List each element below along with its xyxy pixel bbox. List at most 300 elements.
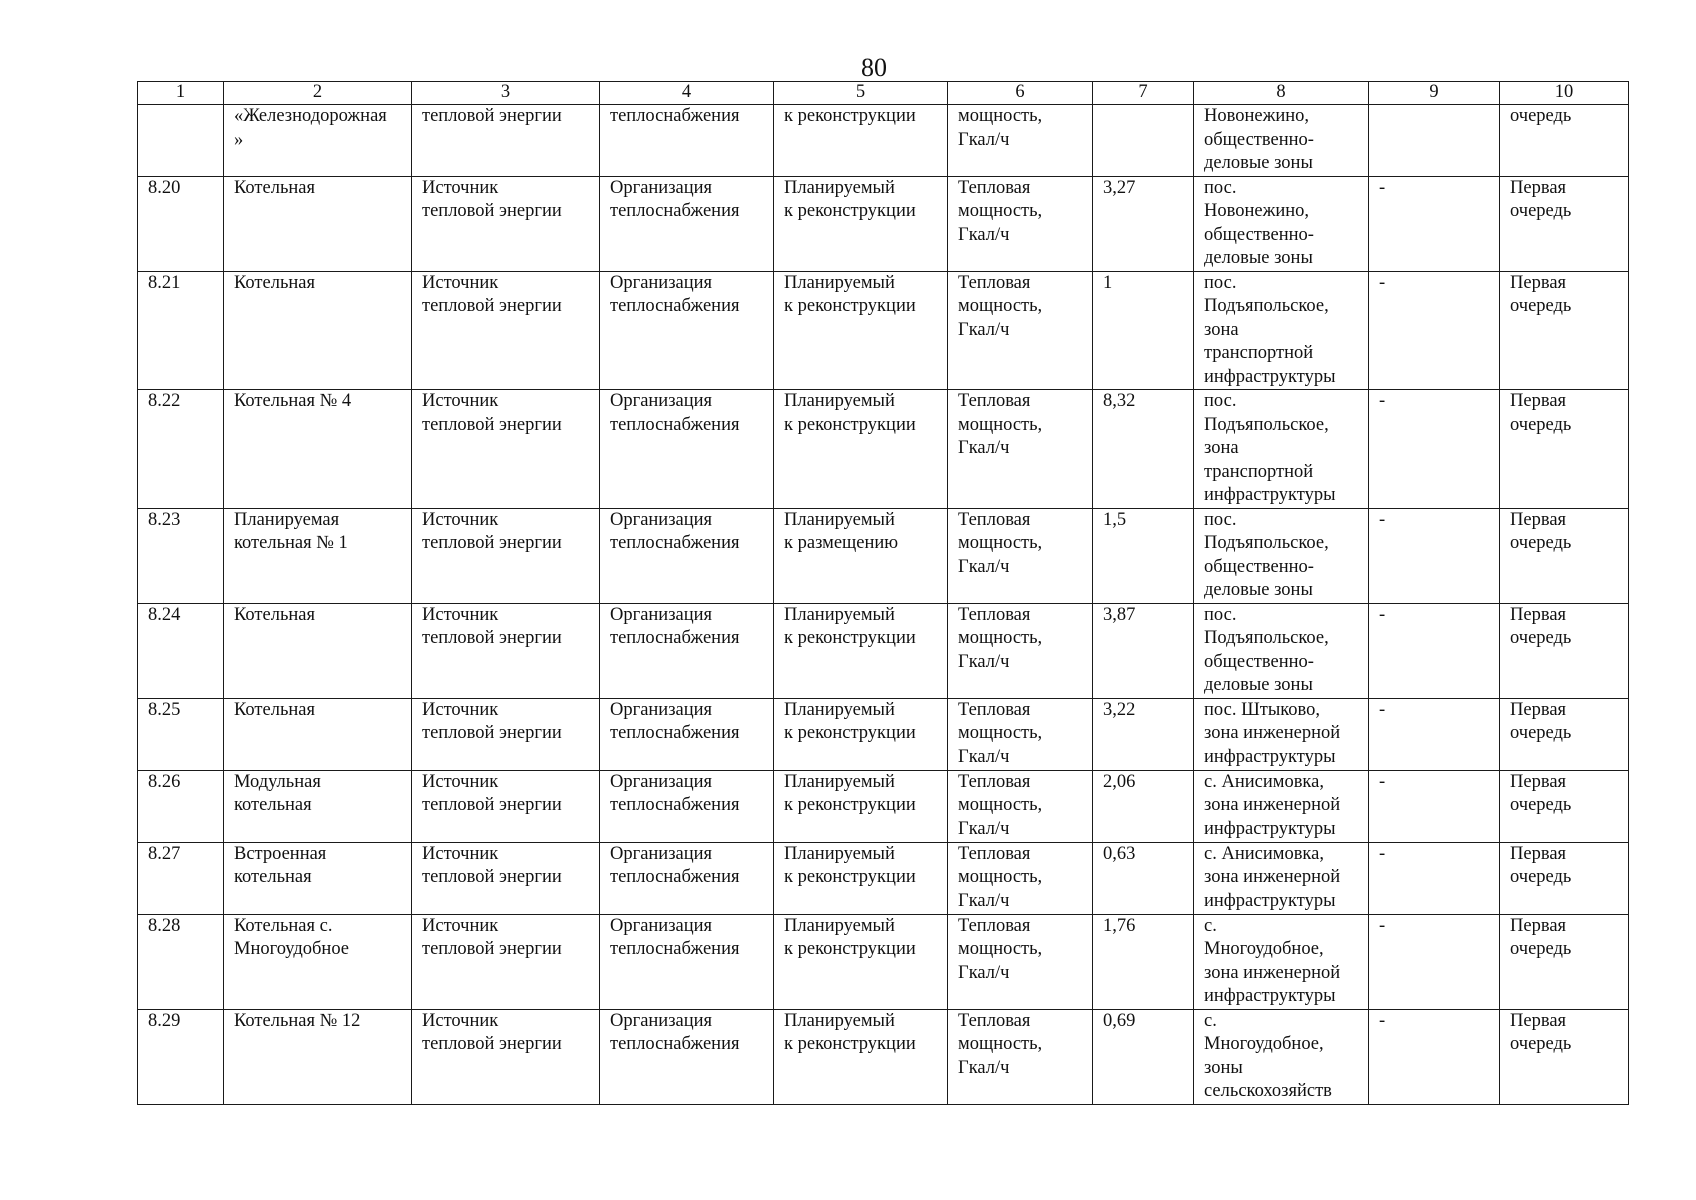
cell-characteristic — [948, 271, 1093, 390]
cell-zone: - — [1369, 698, 1500, 770]
cell-text-line: с. Анисимовка, — [1204, 843, 1324, 864]
cell-text-line: Котельная № 4 — [234, 391, 352, 411]
cell-status — [774, 508, 948, 603]
cell-text-line: Котельная с. — [234, 915, 333, 936]
cell-object-type — [412, 390, 600, 509]
cell-zone: - — [1369, 271, 1500, 390]
cell-item-number: 8.28 — [138, 914, 224, 1009]
cell-stage — [1500, 842, 1629, 914]
cell-stage — [1500, 271, 1629, 390]
column-header: 5 — [774, 82, 948, 105]
cell-text-line: Источник — [422, 604, 499, 625]
cell-text-line: деловые зоны — [1204, 153, 1313, 173]
column-header: 10 — [1500, 82, 1629, 105]
cell-text-line: тепловой энергии — [422, 867, 562, 887]
cell-text-line: пос. — [1204, 177, 1237, 198]
cell-text-line: Тепловая — [958, 771, 1031, 792]
cell-text-line: Организация — [610, 177, 713, 198]
cell-stage — [1500, 105, 1629, 177]
cell-text-line: зона — [1204, 438, 1239, 458]
cell-text-line: к реконструкции — [784, 867, 916, 887]
cell-text-line: очередь — [1510, 106, 1572, 126]
cell-object-type — [412, 770, 600, 842]
cell-text-line: «Железнодорожная — [234, 106, 387, 126]
cell-item-number: 8.26 — [138, 770, 224, 842]
cell-text-line: к реконструкции — [784, 201, 916, 221]
cell-text-line: Гкал/ч — [958, 224, 1010, 245]
table-row — [138, 390, 1629, 509]
cell-text-line: Планируемый — [784, 915, 895, 936]
cell-text-line: очередь — [1510, 296, 1572, 316]
cell-text-line: общественно- — [1204, 556, 1314, 577]
cell-status — [774, 176, 948, 271]
cell-object-name — [224, 698, 412, 770]
cell-status — [774, 842, 948, 914]
cell-text-line: пос. — [1204, 391, 1237, 411]
cell-text-line: тепловой энергии — [422, 533, 562, 553]
cell-text-line: тепловой энергии — [422, 939, 562, 959]
cell-text-line: общественно- — [1204, 129, 1314, 150]
cell-purpose — [600, 770, 774, 842]
cell-object-name — [224, 770, 412, 842]
cell-characteristic — [948, 105, 1093, 177]
cell-purpose — [600, 271, 774, 390]
cell-object-type — [412, 698, 600, 770]
cell-text-line: Источник — [422, 272, 499, 293]
cell-value: 1 — [1093, 271, 1194, 390]
cell-text-line: Планируемый — [784, 1010, 895, 1031]
cell-text-line: Первая — [1510, 177, 1567, 198]
cell-text-line: тепловой энергии — [422, 296, 562, 316]
cell-stage — [1500, 176, 1629, 271]
cell-object-name — [224, 508, 412, 603]
cell-text-line: пос. — [1204, 272, 1237, 293]
cell-object-name — [224, 105, 412, 177]
cell-text-line: общественно- — [1204, 651, 1314, 672]
cell-text-line: Многоудобное, — [1204, 1034, 1324, 1054]
cell-characteristic — [948, 770, 1093, 842]
cell-item-number: 8.20 — [138, 176, 224, 271]
cell-text-line: Планируемый — [784, 509, 895, 530]
cell-text-line: Планируемый — [784, 771, 895, 792]
cell-text-line: очередь — [1510, 201, 1572, 221]
cell-text-line: мощность, — [958, 106, 1043, 126]
page-number: 80 — [861, 53, 887, 82]
cell-text-line: Гкал/ч — [958, 651, 1010, 672]
cell-status — [774, 1009, 948, 1104]
cell-characteristic — [948, 603, 1093, 698]
cell-stage — [1500, 508, 1629, 603]
cell-text-line: деловые зоны — [1204, 675, 1313, 695]
cell-text-line: Гкал/ч — [958, 818, 1010, 839]
cell-text-line: Организация — [610, 843, 713, 864]
cell-text-line: зона инженерной — [1204, 867, 1341, 887]
cell-text-line: Организация — [610, 771, 713, 792]
cell-text-line: Планируемый — [784, 699, 895, 720]
cell-text-line: Организация — [610, 509, 713, 530]
cell-text-line: Планируемый — [784, 391, 895, 411]
cell-text-line: зона — [1204, 319, 1239, 340]
cell-text-line: к реконструкции — [784, 1034, 916, 1054]
cell-status — [774, 390, 948, 509]
table-row — [138, 914, 1629, 1009]
cell-characteristic — [948, 914, 1093, 1009]
cell-text-line: тепловой энергии — [422, 795, 562, 815]
cell-text-line: Организация — [610, 699, 713, 720]
table-row — [138, 603, 1629, 698]
table-body — [138, 105, 1629, 1105]
cell-text-line: мощность, — [958, 723, 1043, 743]
cell-status — [774, 105, 948, 177]
cell-location — [1194, 1009, 1369, 1104]
cell-object-type — [412, 914, 600, 1009]
cell-text-line: очередь — [1510, 867, 1572, 887]
cell-text-line: Гкал/ч — [958, 129, 1010, 150]
cell-text-line: Источник — [422, 391, 499, 411]
cell-object-name — [224, 271, 412, 390]
cell-text-line: Первая — [1510, 843, 1567, 864]
cell-text-line: зона инженерной — [1204, 962, 1341, 983]
cell-value: 3,27 — [1093, 176, 1194, 271]
cell-text-line: Источник — [422, 843, 499, 864]
cell-purpose — [600, 842, 774, 914]
cell-item-number: 8.23 — [138, 508, 224, 603]
cell-location — [1194, 271, 1369, 390]
cell-text-line: тепловой энергии — [422, 628, 562, 648]
cell-text-line: теплоснабжения — [610, 939, 740, 959]
column-header: 1 — [138, 82, 224, 105]
cell-text-line: к реконструкции — [784, 628, 916, 648]
cell-text-line: тепловой энергии — [422, 1034, 562, 1054]
cell-text-line: Организация — [610, 604, 713, 625]
cell-item-number: 8.27 — [138, 842, 224, 914]
cell-item-number: 8.25 — [138, 698, 224, 770]
cell-text-line: очередь — [1510, 414, 1572, 435]
cell-text-line: мощность, — [958, 414, 1043, 435]
cell-purpose — [600, 508, 774, 603]
cell-location — [1194, 770, 1369, 842]
cell-text-line: транспортной — [1204, 461, 1314, 482]
cell-text-line: теплоснабжения — [610, 414, 740, 435]
cell-purpose — [600, 603, 774, 698]
cell-characteristic — [948, 1009, 1093, 1104]
cell-text-line: теплоснабжения — [610, 795, 740, 815]
cell-zone: - — [1369, 508, 1500, 603]
column-header: 3 — [412, 82, 600, 105]
cell-text-line: Гкал/ч — [958, 962, 1010, 983]
cell-text-line: очередь — [1510, 1034, 1572, 1054]
cell-text-line: Котельная — [234, 699, 316, 720]
cell-object-name — [224, 1009, 412, 1104]
cell-characteristic — [948, 698, 1093, 770]
cell-text-line: Тепловая — [958, 272, 1031, 293]
cell-text-line: мощность, — [958, 1034, 1043, 1054]
cell-text-line: котельная — [234, 867, 312, 887]
cell-item-number: 8.22 — [138, 390, 224, 509]
cell-text-line: Тепловая — [958, 604, 1031, 625]
cell-stage — [1500, 914, 1629, 1009]
cell-text-line: Гкал/ч — [958, 1057, 1010, 1078]
cell-text-line: Котельная — [234, 604, 316, 625]
column-header: 7 — [1093, 82, 1194, 105]
table-row — [138, 770, 1629, 842]
cell-text-line: Первая — [1510, 1010, 1567, 1031]
cell-text-line: Тепловая — [958, 915, 1031, 936]
cell-item-number — [138, 105, 224, 177]
cell-text-line: инфраструктуры — [1204, 366, 1336, 387]
cell-text-line: мощность, — [958, 296, 1043, 316]
cell-object-type — [412, 1009, 600, 1104]
cell-text-line: Тепловая — [958, 699, 1031, 720]
cell-text-line: с. — [1204, 1010, 1217, 1031]
cell-text-line: мощность, — [958, 867, 1043, 887]
cell-text-line: Организация — [610, 1010, 713, 1031]
cell-text-line: к размещению — [784, 533, 899, 553]
cell-value: 3,87 — [1093, 603, 1194, 698]
cell-text-line: Тепловая — [958, 509, 1031, 530]
cell-text-line: к реконструкции — [784, 414, 916, 435]
cell-zone: - — [1369, 770, 1500, 842]
table-row — [138, 105, 1629, 177]
cell-text-line: очередь — [1510, 723, 1572, 743]
cell-text-line: Источник — [422, 771, 499, 792]
cell-value: 0,69 — [1093, 1009, 1194, 1104]
cell-status — [774, 770, 948, 842]
cell-text-line: Источник — [422, 509, 499, 530]
column-header: 9 — [1369, 82, 1500, 105]
cell-text-line: мощность, — [958, 201, 1043, 221]
cell-text-line: Гкал/ч — [958, 746, 1010, 767]
cell-text-line: к реконструкции — [784, 939, 916, 959]
cell-text-line: Гкал/ч — [958, 890, 1010, 911]
cell-text-line: теплоснабжения — [610, 201, 740, 221]
cell-stage — [1500, 390, 1629, 509]
cell-text-line: пос. Штыково, — [1204, 699, 1321, 720]
cell-text-line: Планируемая — [234, 509, 340, 530]
cell-text-line: Первая — [1510, 699, 1567, 720]
cell-object-name — [224, 914, 412, 1009]
column-header: 8 — [1194, 82, 1369, 105]
cell-text-line: теплоснабжения — [610, 628, 740, 648]
cell-text-line: Первая — [1510, 604, 1567, 625]
cell-location — [1194, 603, 1369, 698]
cell-text-line: деловые зоны — [1204, 580, 1313, 600]
cell-object-name — [224, 842, 412, 914]
cell-text-line: Многоудобное — [234, 939, 350, 959]
cell-status — [774, 698, 948, 770]
cell-text-line: с. — [1204, 915, 1217, 936]
cell-text-line: Организация — [610, 391, 713, 411]
cell-item-number: 8.21 — [138, 271, 224, 390]
cell-text-line: Подъяпольское, — [1204, 414, 1329, 435]
cell-text-line: Первая — [1510, 391, 1567, 411]
cell-text-line: очередь — [1510, 939, 1572, 959]
cell-text-line: Тепловая — [958, 391, 1031, 411]
cell-zone: - — [1369, 176, 1500, 271]
cell-text-line: тепловой энергии — [422, 106, 562, 126]
table-row — [138, 1009, 1629, 1104]
cell-location — [1194, 390, 1369, 509]
cell-object-type — [412, 271, 600, 390]
cell-text-line: мощность, — [958, 533, 1043, 553]
table-row — [138, 271, 1629, 390]
cell-text-line: Гкал/ч — [958, 438, 1010, 458]
cell-text-line: теплоснабжения — [610, 723, 740, 743]
cell-text-line: теплоснабжения — [610, 106, 740, 126]
cell-text-line: Источник — [422, 177, 499, 198]
cell-text-line: пос. — [1204, 509, 1237, 530]
cell-purpose — [600, 914, 774, 1009]
cell-text-line: котельная № 1 — [234, 533, 348, 553]
column-header: 2 — [224, 82, 412, 105]
cell-text-line: транспортной — [1204, 343, 1314, 363]
cell-text-line: Подъяпольское, — [1204, 628, 1329, 648]
cell-value: 3,22 — [1093, 698, 1194, 770]
cell-text-line: с. Анисимовка, — [1204, 771, 1324, 792]
table-row — [138, 842, 1629, 914]
cell-text-line: Подъяпольское, — [1204, 296, 1329, 316]
cell-text-line: зоны — [1204, 1057, 1243, 1078]
cell-object-type — [412, 508, 600, 603]
cell-zone: - — [1369, 603, 1500, 698]
cell-object-type — [412, 842, 600, 914]
cell-text-line: Организация — [610, 915, 713, 936]
cell-text-line: тепловой энергии — [422, 414, 562, 435]
cell-location — [1194, 105, 1369, 177]
cell-text-line: Гкал/ч — [958, 319, 1010, 340]
cell-value: 2,06 — [1093, 770, 1194, 842]
cell-location — [1194, 842, 1369, 914]
cell-text-line: очередь — [1510, 795, 1572, 815]
cell-text-line: деловые зоны — [1204, 248, 1313, 268]
cell-text-line: теплоснабжения — [610, 1034, 740, 1054]
cell-text-line: Тепловая — [958, 1010, 1031, 1031]
cell-zone: - — [1369, 1009, 1500, 1104]
cell-text-line: Источник — [422, 699, 499, 720]
cell-text-line: к реконструкции — [784, 795, 916, 815]
cell-zone — [1369, 105, 1500, 177]
cell-text-line: Тепловая — [958, 843, 1031, 864]
cell-text-line: к реконструкции — [784, 106, 916, 126]
cell-text-line: общественно- — [1204, 224, 1314, 245]
column-header: 4 — [600, 82, 774, 105]
cell-text-line: Планируемый — [784, 272, 895, 293]
cell-status — [774, 914, 948, 1009]
cell-text-line: к реконструкции — [784, 296, 916, 316]
cell-object-name — [224, 603, 412, 698]
cell-text-line: Многоудобное, — [1204, 939, 1324, 959]
cell-text-line: Тепловая — [958, 177, 1031, 198]
cell-text-line: инфраструктуры — [1204, 818, 1336, 839]
cell-location — [1194, 508, 1369, 603]
cell-value: 1,5 — [1093, 508, 1194, 603]
cell-text-line: инфраструктуры — [1204, 890, 1336, 911]
cell-text-line: Источник — [422, 915, 499, 936]
cell-object-type — [412, 105, 600, 177]
cell-characteristic — [948, 176, 1093, 271]
cell-location — [1194, 914, 1369, 1009]
cell-text-line: очередь — [1510, 628, 1572, 648]
cell-object-name — [224, 176, 412, 271]
cell-object-name — [224, 390, 412, 509]
cell-item-number: 8.29 — [138, 1009, 224, 1104]
cell-status — [774, 603, 948, 698]
cell-text-line: инфраструктуры — [1204, 986, 1336, 1006]
cell-stage — [1500, 698, 1629, 770]
cell-text-line: теплоснабжения — [610, 867, 740, 887]
cell-text-line: Встроенная — [234, 843, 327, 864]
cell-text-line: мощность, — [958, 628, 1043, 648]
cell-text-line: Котельная — [234, 272, 316, 293]
cell-text-line: теплоснабжения — [610, 296, 740, 316]
cell-purpose — [600, 176, 774, 271]
cell-text-line: Первая — [1510, 771, 1567, 792]
cell-zone: - — [1369, 390, 1500, 509]
cell-text-line: Новонежино, — [1204, 201, 1310, 221]
cell-text-line: Планируемый — [784, 843, 895, 864]
cell-text-line: теплоснабжения — [610, 533, 740, 553]
table-row — [138, 176, 1629, 271]
cell-text-line: Модульная — [234, 771, 321, 792]
cell-purpose — [600, 105, 774, 177]
cell-status — [774, 271, 948, 390]
cell-text-line: Организация — [610, 272, 713, 293]
column-number-row — [138, 82, 1629, 105]
cell-text-line: Источник — [422, 1010, 499, 1031]
cell-text-line: котельная — [234, 795, 312, 815]
cell-stage — [1500, 1009, 1629, 1104]
cell-text-line: зона инженерной — [1204, 723, 1341, 743]
cell-text-line: пос. — [1204, 604, 1237, 625]
cell-object-type — [412, 603, 600, 698]
cell-zone: - — [1369, 842, 1500, 914]
cell-text-line: сельскохозяйств — [1204, 1081, 1332, 1101]
cell-text-line: инфраструктуры — [1204, 746, 1336, 767]
cell-location — [1194, 698, 1369, 770]
table-row — [138, 508, 1629, 603]
cell-value: 1,76 — [1093, 914, 1194, 1009]
cell-text-line: Гкал/ч — [958, 556, 1010, 577]
cell-text-line: Планируемый — [784, 604, 895, 625]
cell-item-number: 8.24 — [138, 603, 224, 698]
cell-text-line: очередь — [1510, 533, 1572, 553]
cell-text-line: Котельная № 12 — [234, 1010, 361, 1031]
cell-value: 0,63 — [1093, 842, 1194, 914]
cell-characteristic — [948, 508, 1093, 603]
cell-purpose — [600, 698, 774, 770]
cell-stage — [1500, 603, 1629, 698]
cell-characteristic — [948, 390, 1093, 509]
cell-text-line: Первая — [1510, 272, 1567, 293]
cell-text-line: » — [234, 129, 244, 150]
cell-text-line: тепловой энергии — [422, 201, 562, 221]
column-header: 6 — [948, 82, 1093, 105]
cell-text-line: Первая — [1510, 915, 1567, 936]
cell-value — [1093, 105, 1194, 177]
cell-text-line: Котельная — [234, 177, 316, 198]
cell-text-line: Подъяпольское, — [1204, 533, 1329, 553]
cell-text-line: зона инженерной — [1204, 795, 1341, 815]
cell-text-line: тепловой энергии — [422, 723, 562, 743]
cell-value: 8,32 — [1093, 390, 1194, 509]
table-row — [138, 698, 1629, 770]
cell-location — [1194, 176, 1369, 271]
document-table — [137, 81, 1629, 1105]
cell-zone: - — [1369, 914, 1500, 1009]
cell-purpose — [600, 390, 774, 509]
cell-text-line: Первая — [1510, 509, 1567, 530]
cell-text-line: мощность, — [958, 939, 1043, 959]
